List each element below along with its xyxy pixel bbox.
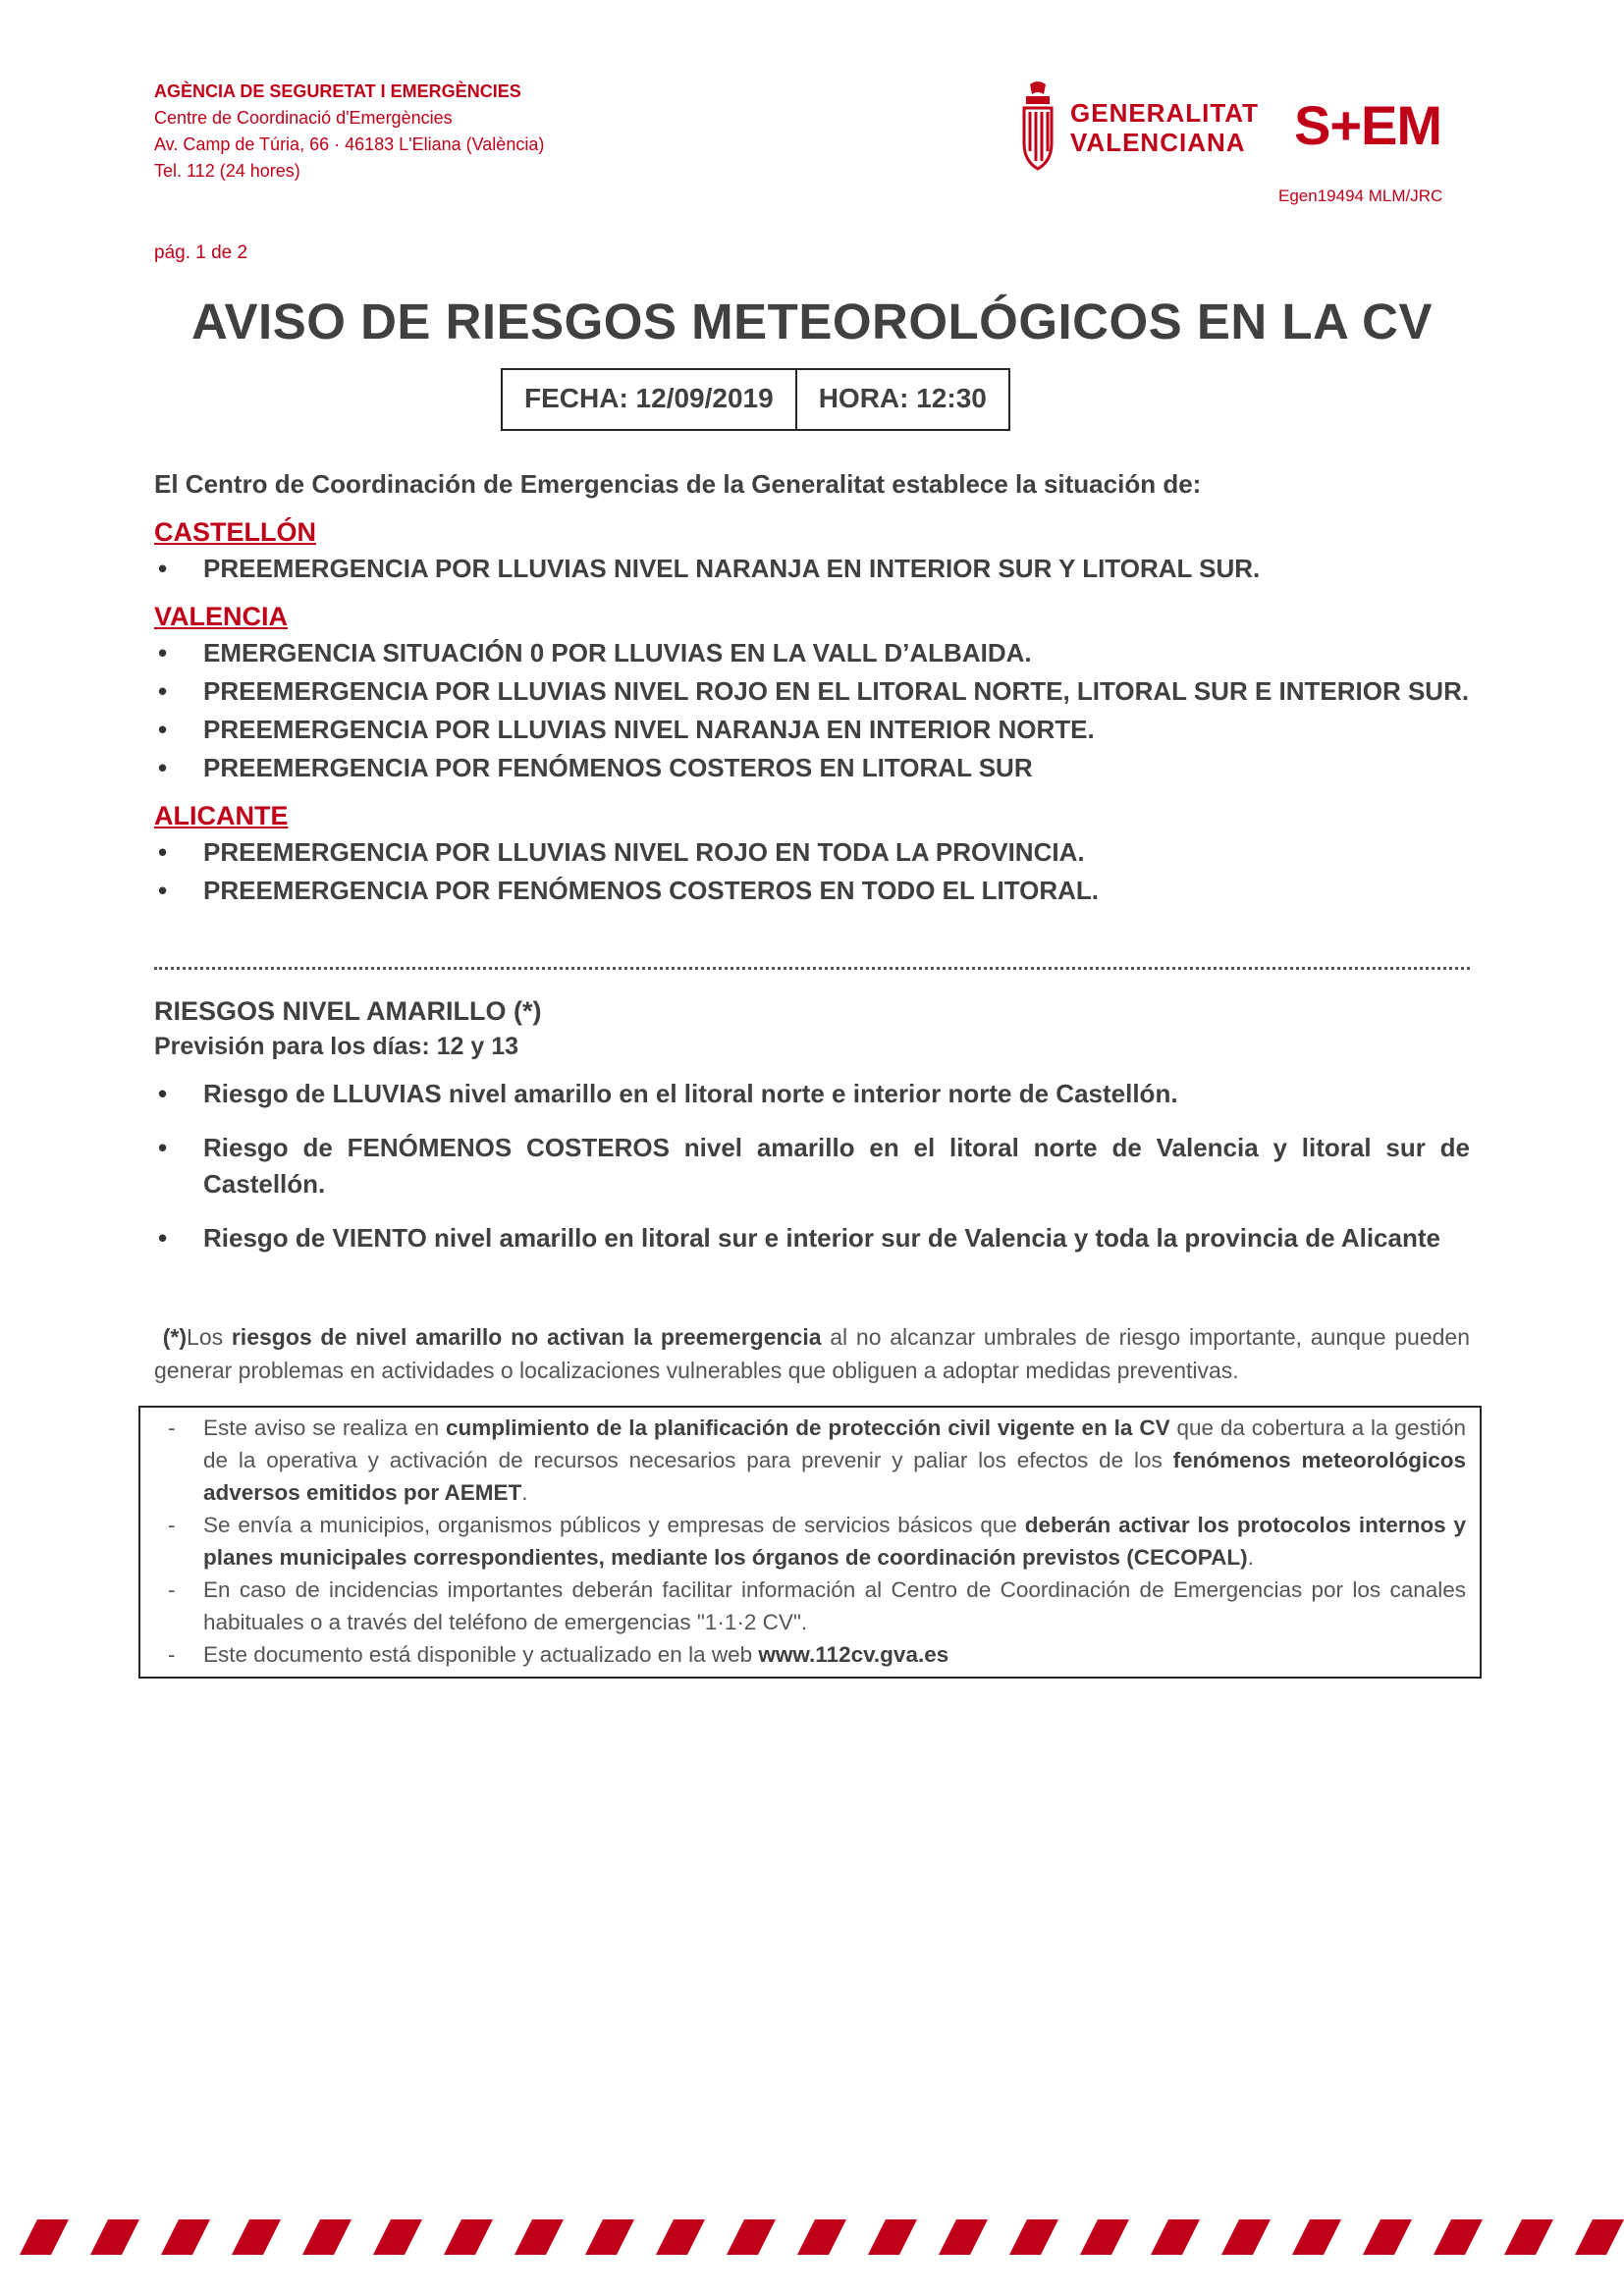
castellon-list	[154, 550, 1470, 588]
list-item: • PREEMERGENCIA POR LLUVIAS NIVEL ROJO EN TODA LA PROVINCIA.	[154, 833, 1470, 872]
time-cell: HORA: 12:30	[795, 370, 1008, 429]
sem-logo: S+EM	[1294, 94, 1442, 156]
stripe	[161, 2219, 210, 2255]
info-bold: cumplimiento de la planificación de protección civil vigente en la CV	[445, 1415, 1170, 1440]
valencia-list	[154, 634, 1470, 787]
stripe	[373, 2219, 422, 2255]
generalitat-logo	[1016, 79, 1262, 182]
stripe	[1009, 2219, 1058, 2255]
stripe	[656, 2219, 705, 2255]
coat-of-arms-icon	[1016, 79, 1059, 177]
stripe	[727, 2219, 776, 2255]
agency-phone: Tel. 112 (24 hores)	[154, 161, 300, 181]
list-item: • PREEMERGENCIA POR FENÓMENOS COSTEROS EN LITORAL SUR	[154, 749, 1470, 787]
note-text-1: Los	[187, 1324, 232, 1350]
info-item	[154, 1638, 1466, 1671]
info-bold: deberán activar los protocolos internos y planes municipales correspondientes, mediante los órganos de coordinación previstos (CECOPAL)	[203, 1513, 1466, 1570]
stripe	[868, 2219, 917, 2255]
yellow-risks-section	[154, 993, 1470, 1274]
agency-block	[154, 79, 544, 185]
list-item: • PREEMERGENCIA POR LLUVIAS NIVEL ROJO EN EL LITORAL NORTE, LITORAL SUR E INTERIOR SUR.	[154, 672, 1470, 711]
date-time-box	[501, 368, 1010, 431]
list-item: • EMERGENCIA SITUACIÓN 0 POR LLUVIAS EN LA VALL D’ALBAIDA.	[154, 634, 1470, 672]
date-cell: FECHA: 12/09/2019	[524, 383, 774, 413]
logo-line-2: VALENCIANA	[1070, 128, 1246, 157]
alicante-list	[154, 833, 1470, 910]
stripe	[20, 2219, 69, 2255]
website-link[interactable]: www.112cv.gva.es	[758, 1642, 949, 1667]
stripe	[444, 2219, 493, 2255]
info-box	[138, 1406, 1482, 1679]
stripe	[1363, 2219, 1412, 2255]
stripe	[1434, 2219, 1483, 2255]
note-text-2: al no alcanzar umbrales de riesgo importante, aunque pueden generar problemas en actividades o localizaciones vulnerables que obliguen a adoptar medidas preventivas.	[154, 1324, 1470, 1383]
stripe	[302, 2219, 352, 2255]
info-text: Este documento está disponible y actualizado en la web	[203, 1642, 759, 1667]
list-item: • PREEMERGENCIA POR LLUVIAS NIVEL NARANJA EN INTERIOR SUR Y LITORAL SUR.	[154, 550, 1470, 588]
stripe	[939, 2219, 988, 2255]
list-item: • Riesgo de LLUVIAS nivel amarillo en el litoral norte e interior norte de Castellón.	[154, 1076, 1470, 1112]
situations-section	[154, 461, 1470, 924]
list-item: • PREEMERGENCIA POR LLUVIAS NIVEL NARANJA EN INTERIOR NORTE.	[154, 711, 1470, 749]
list-item: • Riesgo de FENÓMENOS COSTEROS nivel amarillo en el litoral norte de Valencia y litoral sur de Castellón.	[154, 1130, 1470, 1202]
stripe	[1151, 2219, 1200, 2255]
stripe	[1080, 2219, 1129, 2255]
agency-name: AGÈNCIA DE SEGURETAT I EMERGÈNCIES	[154, 81, 521, 101]
yellow-note	[154, 1320, 1470, 1387]
footer-stripes	[0, 2219, 1624, 2255]
info-bold: fenómenos meteorológicos adversos emitidos por AEMET	[203, 1448, 1467, 1505]
intro-text: El Centro de Coordinación de Emergencias de la Generalitat establece la situación de:	[154, 469, 1202, 499]
stripe	[90, 2219, 139, 2255]
info-text: .	[1247, 1545, 1254, 1570]
list-item: • PREEMERGENCIA POR FENÓMENOS COSTEROS EN TODO EL LITORAL.	[154, 872, 1470, 910]
list-item: • Riesgo de VIENTO nivel amarillo en litoral sur e interior sur de Valencia y toda la provincia de Alicante	[154, 1220, 1470, 1256]
stripe	[514, 2219, 564, 2255]
page-title: AVISO DE RIESGOS METEOROLÓGICOS EN LA CV	[191, 294, 1433, 349]
province-castellon: CASTELLÓN	[154, 517, 316, 547]
info-item: - En caso de incidencias importantes deberán facilitar información al Centro de Coordinación de Emergencias por los canales habituales o a través del teléfono de emergencias "1·1·2 CV".	[154, 1574, 1466, 1638]
info-item	[154, 1509, 1466, 1574]
province-alicante: ALICANTE	[154, 801, 289, 830]
agency-center: Centre de Coordinació d'Emergències	[154, 108, 453, 128]
yellow-risks-list	[154, 1076, 1470, 1256]
stripe	[1504, 2219, 1553, 2255]
note-bold-1: riesgos de nivel amarillo no activan la preemergencia	[231, 1324, 822, 1350]
page-number: pág. 1 de 2	[154, 242, 248, 263]
reference-code: Egen19494 MLM/JRC	[1278, 187, 1443, 205]
note-prefix: (*)	[162, 1324, 188, 1350]
info-item	[154, 1412, 1466, 1509]
agency-address: Av. Camp de Túria, 66 · 46183 L'Eliana (València)	[154, 134, 545, 154]
info-text: Se envía a municipios, organismos públicos y empresas de servicios básicos que	[203, 1513, 1025, 1537]
stripe	[585, 2219, 634, 2255]
yellow-heading: RIESGOS NIVEL AMARILLO (*)	[154, 996, 542, 1026]
info-text: .	[521, 1480, 528, 1505]
forecast-days: Previsión para los días: 12 y 13	[154, 1033, 519, 1060]
province-valencia: VALENCIA	[154, 602, 289, 631]
logo-line-1: GENERALITAT	[1070, 98, 1260, 128]
stripe	[232, 2219, 281, 2255]
info-text: Este aviso se realiza en	[203, 1415, 446, 1440]
stripe	[1292, 2219, 1341, 2255]
stripe	[1575, 2219, 1624, 2255]
stripe	[797, 2219, 846, 2255]
stripe	[1221, 2219, 1271, 2255]
dotted-divider	[154, 967, 1470, 970]
generalitat-logo-text	[1070, 98, 1259, 157]
info-text: que da cobertura a la gestión de la operativa y activación de recursos necesarios para prevenir y paliar los efectos de los	[203, 1415, 1466, 1472]
